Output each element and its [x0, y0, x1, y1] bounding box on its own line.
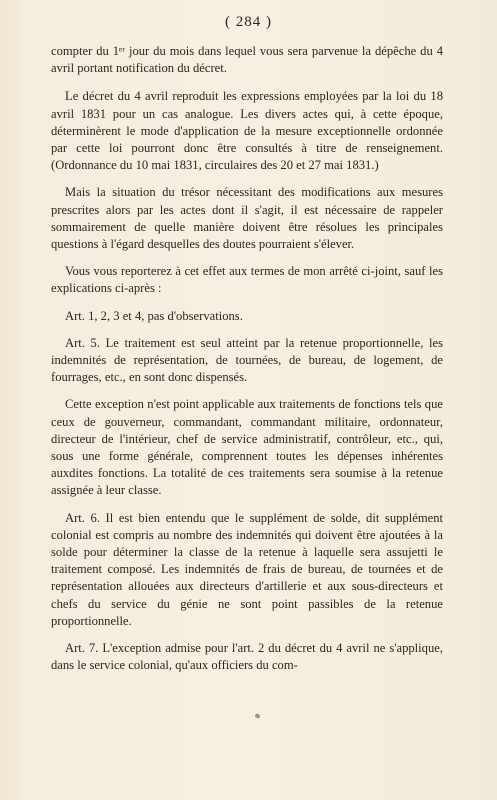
paragraph-art-6: Art. 6. Il est bien entendu que le supplément de solde, dit supplément colonial est compris au nombre des indemnités qui doivent être ajoutées à la solde pour déterminer la classe de la retenue à laquelle sera assujetti le traitement composé. Les indemnités de frais de bureau, de tournées et de représentation allouées aux directeurs d'artillerie et aux sous-directeurs et chefs du service du génie ne sont point passibles de la retenue proportionnelle. — [51, 510, 443, 628]
paragraph-situation-tresor: Mais la situation du trésor nécessitant des modifications aux mesures prescrites alors par les actes dont il s'agit, il est nécessaire de rappeler sommairement de quelle manière doivent être résolues les principales questions à l'égard desquelles des doutes pourraient s'élever. — [51, 185, 443, 252]
ink-speck — [254, 713, 260, 719]
paragraph-continuation: compter du 1ᵉʳ jour du mois dans lequel vous sera parvenue la dépêche du 4 avril portant notification du décret. — [51, 44, 443, 76]
paragraph-art-1-4: Art. 1, 2, 3 et 4, pas d'observations. — [65, 308, 243, 323]
paragraph-art-5: Art. 5. Le traitement est seul atteint par la retenue proportionnelle, les indemnités de représentation, de tournées, de bureau, de logement, de fourrages, etc., en sont donc dispensés. — [51, 335, 443, 385]
paragraph-reporterez: Vous vous reporterez à cet effet aux termes de mon arrêté ci-joint, sauf les explications ci-après : — [51, 264, 443, 296]
page-number: ( 284 ) — [225, 14, 272, 30]
paragraph-decret: Le décret du 4 avril reproduit les expressions employées par la loi du 18 avril 1831 pour un cas analogue. Les divers actes qui, à cette époque, déterminèrent le mode d'application de la mesure exceptionnelle ordonnée par cette loi pourront donc être consultés à titre de renseignement. (Ordonnance du 10 mai 1831, circulaires des 20 et 27 mai 1831.) — [51, 89, 443, 173]
page-body — [51, 43, 443, 685]
paragraph-exception: Cette exception n'est point applicable aux traitements de fonctions tels que ceux de gouverneur, commandant, commandant militaire, ordonnateur, directeur de l'intérieur, chef de service administratif, contrôleur, etc., qui, sous une forme générale, comprennent toutes les dépenses inhérentes auxdites fonctions. La totalité de ces traitements sera soumise à la retenue assignée à leur classe. — [51, 397, 443, 498]
paragraph-art-7: Art. 7. L'exception admise pour l'art. 2 du décret du 4 avril ne s'applique, dans le service colonial, qu'aux officiers du com- — [51, 641, 443, 673]
